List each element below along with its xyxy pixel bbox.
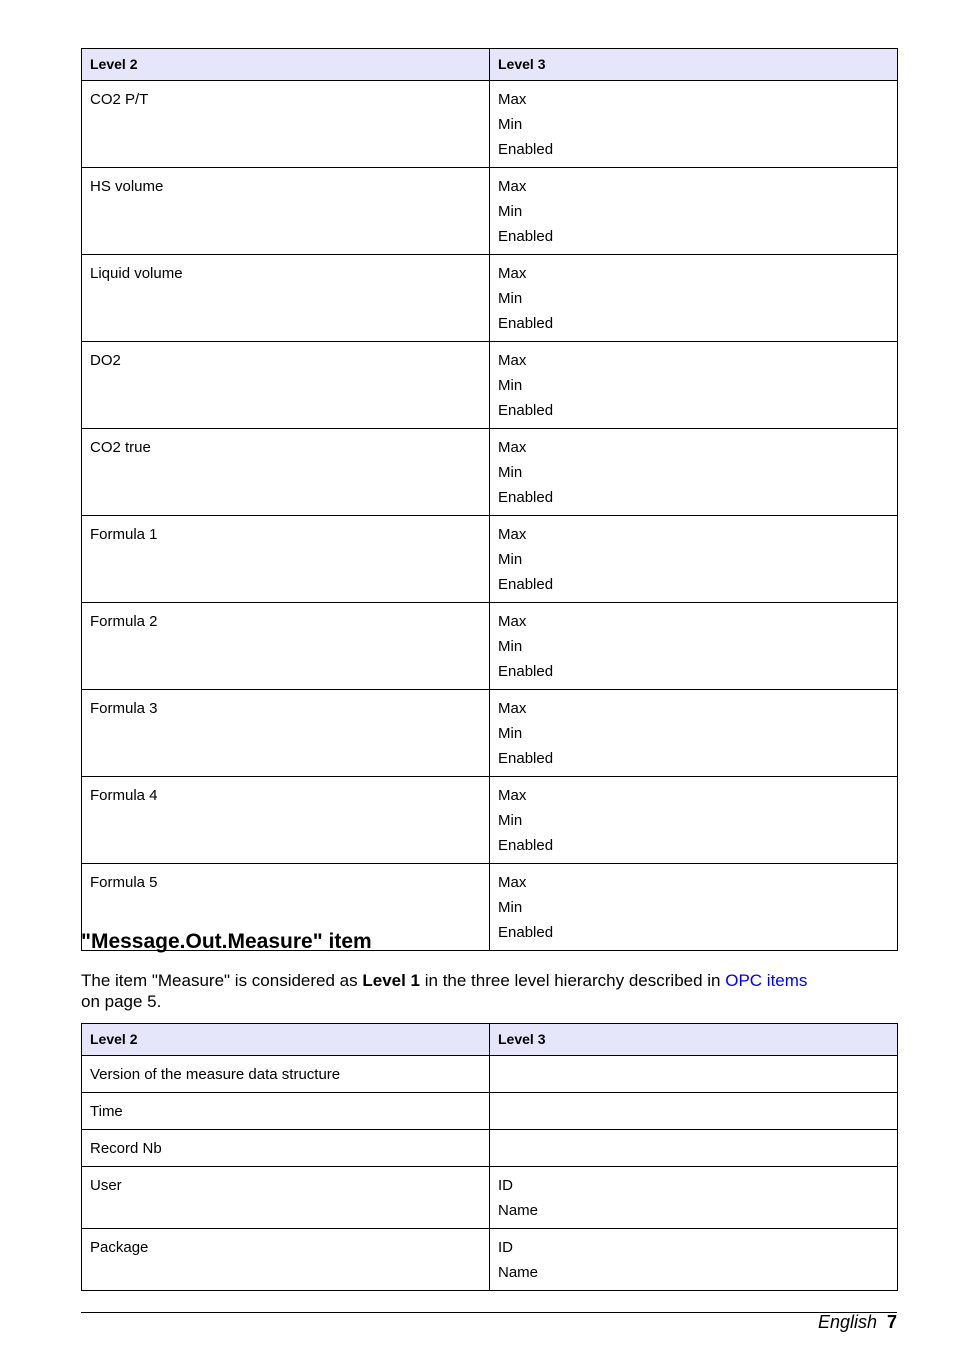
table-row: [82, 777, 898, 864]
table-row: [82, 81, 898, 168]
level-3-cell: [490, 81, 898, 168]
table-row: [82, 516, 898, 603]
level-3-value: Max: [498, 526, 527, 543]
column-header-level-2: Level 2: [82, 49, 490, 81]
level-3-value: Min: [498, 377, 523, 394]
table-row: [82, 1229, 898, 1291]
column-header-level-3: Level 3: [490, 1024, 898, 1056]
intro-text: on page 5.: [81, 992, 162, 1011]
level-3-value: Min: [498, 725, 523, 742]
level-3-value: Enabled: [498, 750, 554, 767]
table-header-row: [82, 49, 898, 81]
table-row: [82, 429, 898, 516]
level-3-value: Enabled: [498, 837, 554, 854]
level-2-cell: Version of the measure data structure: [82, 1056, 490, 1093]
table-row: [82, 1167, 898, 1229]
page-footer: [818, 1311, 897, 1333]
level-3-value: Max: [498, 874, 527, 891]
level-3-value: ID: [498, 1177, 513, 1194]
level-3-cell: [490, 777, 898, 864]
footer-divider: [81, 1312, 897, 1313]
level-2-cell: User: [82, 1167, 490, 1229]
level-3-cell: [490, 1093, 898, 1130]
section-title: "Message.Out.Measure" item: [81, 930, 372, 953]
intro-bold-text: Level 1: [362, 971, 421, 990]
table-row: [82, 603, 898, 690]
level-3-value: Enabled: [498, 576, 554, 593]
level-2-cell: Formula 3: [82, 690, 490, 777]
level-2-cell: Formula 5: [82, 864, 490, 951]
level-3-cell: [490, 1167, 898, 1229]
level-3-cell: [490, 168, 898, 255]
level-3-value: Enabled: [498, 228, 554, 245]
level-3-cell: [490, 690, 898, 777]
level-3-cell: [490, 1056, 898, 1093]
level-2-cell: CO2 P/T: [82, 81, 490, 168]
level-3-cell: [490, 603, 898, 690]
table-row: [82, 342, 898, 429]
level-3-value: Max: [498, 91, 527, 108]
level-3-value: Enabled: [498, 663, 554, 680]
intro-text: in the three level hierarchy described in: [420, 971, 726, 990]
level-3-value: Name: [498, 1264, 539, 1281]
table-row: [82, 1093, 898, 1130]
opc-items-link[interactable]: OPC items: [725, 971, 808, 990]
level-2-cell: Liquid volume: [82, 255, 490, 342]
level-3-cell: [490, 255, 898, 342]
level-2-cell: Formula 1: [82, 516, 490, 603]
column-header-level-2: Level 2: [82, 1024, 490, 1056]
level-3-cell: [490, 1229, 898, 1291]
level-3-value: Max: [498, 439, 527, 456]
level-3-value: Max: [498, 700, 527, 717]
level-3-value: Min: [498, 464, 523, 481]
table-row: [82, 255, 898, 342]
level-3-cell: [490, 429, 898, 516]
level-3-value: Max: [498, 787, 527, 804]
level-2-cell: Time: [82, 1093, 490, 1130]
level-3-cell: [490, 864, 898, 951]
level-3-cell: [490, 1130, 898, 1167]
level-2-cell: HS volume: [82, 168, 490, 255]
level-3-value: Min: [498, 116, 523, 133]
level-3-cell: [490, 342, 898, 429]
level-3-value: Min: [498, 203, 523, 220]
level-3-cell: [490, 516, 898, 603]
level-3-value: Max: [498, 178, 527, 195]
level-3-value: Min: [498, 638, 523, 655]
level-3-value: Name: [498, 1202, 539, 1219]
column-header-level-3: Level 3: [490, 49, 898, 81]
level-3-value: Max: [498, 265, 527, 282]
level-3-value: Max: [498, 352, 527, 369]
level-3-value: Enabled: [498, 315, 554, 332]
level-3-value: Min: [498, 290, 523, 307]
level-3-value: ID: [498, 1239, 513, 1256]
level-2-cell: Formula 2: [82, 603, 490, 690]
level-2-cell: CO2 true: [82, 429, 490, 516]
level-3-value: Min: [498, 551, 523, 568]
level-3-value: Max: [498, 613, 527, 630]
page-number: 7: [886, 1312, 897, 1332]
level-3-value: Enabled: [498, 489, 554, 506]
section-intro: [81, 970, 897, 1012]
level-2-cell: DO2: [82, 342, 490, 429]
level-3-value: Enabled: [498, 924, 554, 941]
table-header-row: [82, 1024, 898, 1056]
level-table-1: [81, 48, 898, 951]
level-3-value: Enabled: [498, 141, 554, 158]
level-3-value: Enabled: [498, 402, 554, 419]
table-row: [82, 1130, 898, 1167]
level-3-value: Min: [498, 812, 523, 829]
level-2-cell: Package: [82, 1229, 490, 1291]
footer-language: English: [817, 1312, 877, 1332]
level-3-value: Min: [498, 899, 523, 916]
table-row: [82, 690, 898, 777]
level-table-2: [81, 1023, 898, 1291]
level-2-cell: Record Nb: [82, 1130, 490, 1167]
level-2-cell: Formula 4: [82, 777, 490, 864]
table-row: [82, 168, 898, 255]
table-row: [82, 1056, 898, 1093]
intro-text: The item "Measure" is considered as: [81, 971, 363, 990]
